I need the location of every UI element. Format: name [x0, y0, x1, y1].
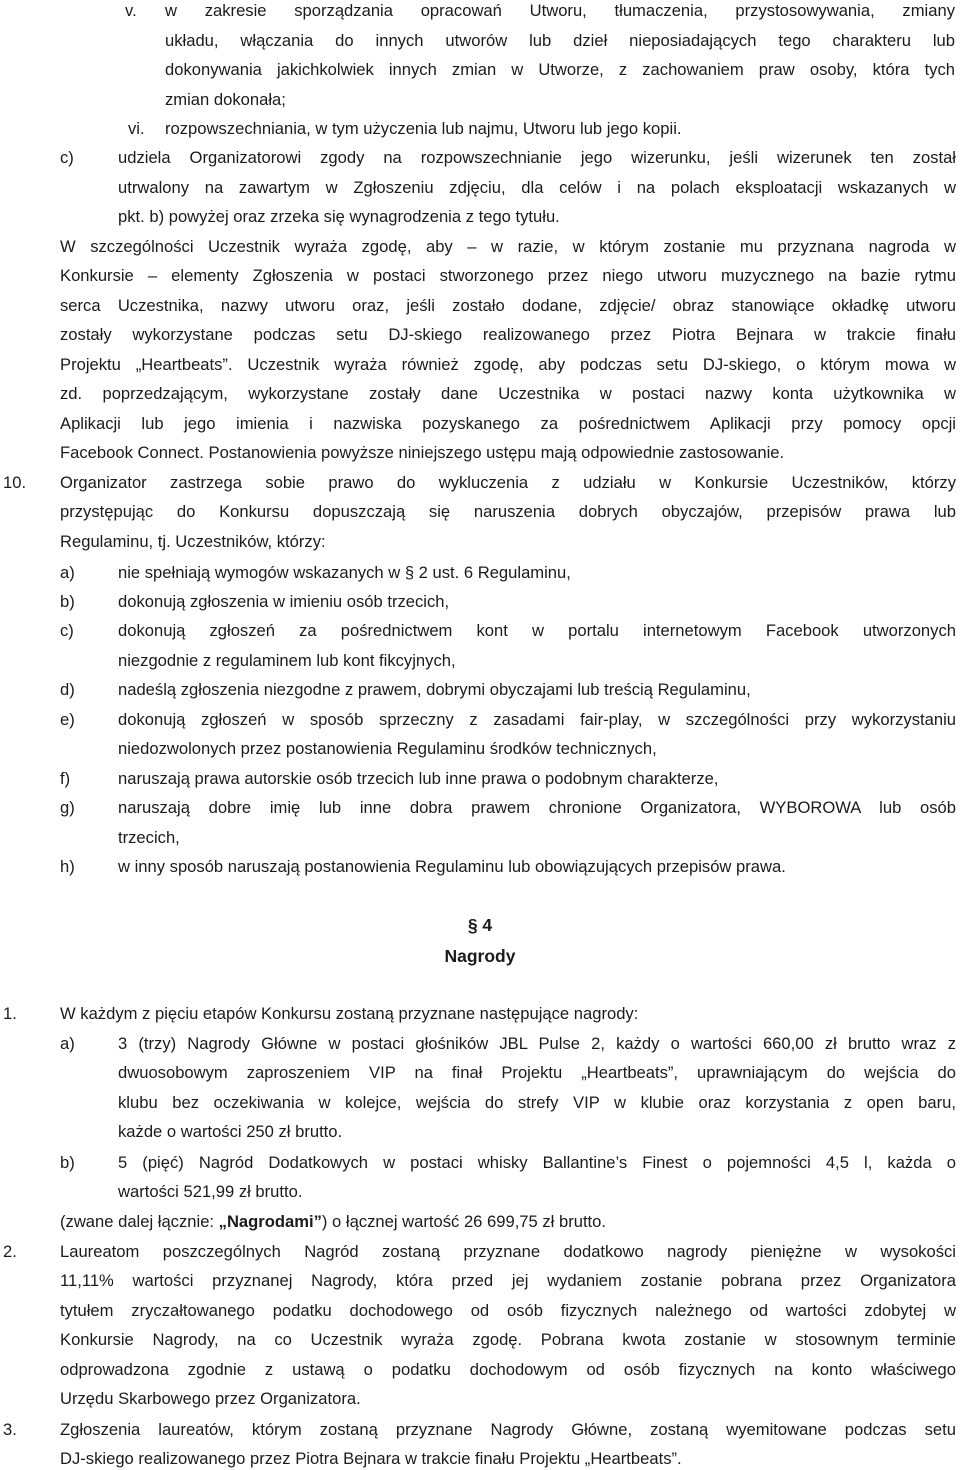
list-marker-c: c) — [60, 148, 74, 167]
prize-marker-b: b) — [60, 1153, 75, 1172]
list-marker-vi: vi. — [128, 119, 145, 138]
point-2-line-4: Konkursie Nagrody, na co Uczestnik wyraża zgodę. Pobrana kwota zostanie w stosownym terminie — [60, 1330, 956, 1349]
point-2-line-6: Urzędu Skarbowego przez Organizatora. — [60, 1389, 361, 1408]
point-2-line-1: Laureatom poszczególnych Nagród zostaną przyznane dodatkowo nagrody pieniężne w wysokości — [60, 1242, 956, 1261]
list-marker-g: g) — [60, 798, 75, 817]
exclusion-c-line-2: niezgodnie z regulaminem lub kont fikcyjnych, — [118, 651, 456, 670]
list-marker-d: d) — [60, 680, 75, 699]
paragraph-line-2: Konkursie – elementy Zgłoszenia w postaci stworzonego przez niego utworu muzycznego na bazie rytmu — [60, 266, 956, 285]
clause-v-line-4: zmian dokonała; — [165, 90, 286, 109]
exclusion-f: naruszają prawa autorskie osób trzecich lub inne prawa o podobnym charakterze, — [118, 769, 719, 788]
list-marker-h: h) — [60, 857, 75, 876]
point-3-line-2: DJ-skiego realizowanego przez Piotra Bejnara w trakcie finału Projektu „Heartbeats”. — [60, 1449, 682, 1468]
exclusion-e-line-2: niedozwolonych przez postanowienia Regulaminu środków technicznych, — [118, 739, 657, 758]
prize-b-line-2: wartości 521,99 zł brutto. — [118, 1182, 303, 1201]
list-marker-f: f) — [60, 769, 71, 788]
clause-c-line-3: pkt. b) powyżej oraz zrzeka się wynagrodzenia z tego tytułu. — [118, 207, 560, 226]
prizes-summary — [60, 1212, 606, 1232]
point-number-1: 1. — [3, 1004, 17, 1023]
paragraph-line-3: serca Uczestnika, nazwy utworu oraz, jeśli zostało dodane, zdjęcie/ obraz stanowiące okładkę utworu — [60, 296, 956, 315]
section-number: § 4 — [467, 915, 493, 935]
paragraph-line-6: zd. poprzedzającym, wykorzystane zostały dane Uczestnika w postaci nazwy konta użytkownika w — [60, 384, 956, 403]
exclusion-b: dokonują zgłoszenia w imieniu osób trzecich, — [118, 592, 450, 611]
point-3-line-1: Zgłoszenia laureatów, którym zostaną przyznane Nagrody Główne, zostaną wyemitowane podczas setu — [60, 1420, 956, 1439]
exclusion-a: nie spełniają wymogów wskazanych w § 2 ust. 6 Regulaminu, — [118, 563, 571, 582]
prize-marker-a: a) — [60, 1034, 75, 1053]
clause-v-line-1: w zakresie sporządzania opracowań Utworu, tłumaczenia, przystosowywania, zmiany — [165, 1, 955, 20]
summary-suffix: ) o łącznej wartość 26 699,75 zł brutto. — [321, 1212, 607, 1231]
exclusion-e-line-1: dokonują zgłoszeń w sposób sprzeczny z zasadami fair-play, w szczególności przy wykorzystaniu — [118, 710, 956, 729]
exclusion-g-line-2: trzecich, — [118, 828, 180, 847]
summary-prefix: (zwane dalej łącznie: — [60, 1212, 219, 1231]
paragraph-line-8: Facebook Connect. Postanowienia powyższe niniejszego ustępu mają odpowiednie zastosowanie. — [60, 443, 785, 462]
list-marker-v: v. — [125, 1, 137, 20]
list-marker-b: b) — [60, 592, 75, 611]
exclusion-d: nadeślą zgłoszenia niezgodne z prawem, dobrymi obyczajami lub treścią Regulaminu, — [118, 680, 751, 699]
point-number-2: 2. — [3, 1242, 17, 1261]
summary-term: „Nagrodami” — [218, 1212, 322, 1231]
point-10-line-1: Organizator zastrzega sobie prawo do wykluczenia z udziału w Konkursie Uczestników, którzy — [60, 473, 956, 492]
exclusion-c-line-1: dokonują zgłoszeń za pośrednictwem kont w portalu internetowym Facebook utworzonych — [118, 621, 956, 640]
point-2-line-3: tytułem zryczałtowanego podatku dochodowego od osób fizycznych należnego od wartości zdobytej w — [60, 1301, 956, 1320]
clause-c-line-2: utrwalony na zawartym w Zgłoszeniu zdjęciu, dla celów i na polach eksploatacji wskazanych w — [118, 178, 956, 197]
paragraph-line-7: Aplikacji lub jego imienia i nazwiska pozyskanego za pośrednictwem Aplikacji przy pomocy opcji — [60, 414, 956, 433]
clause-v-line-2: układu, włączania do innych utworów lub dzieł nieposiadających tego charakteru lub — [165, 31, 955, 50]
clause-c-line-1: udziela Organizatorowi zgody na rozpowszechnianie jego wizerunku, jeśli wizerunek ten został — [118, 148, 956, 167]
exclusion-g-line-1: naruszają dobre imię lub inne dobra prawem chronione Organizatora, WYBOROWA lub osób — [118, 798, 956, 817]
point-number-3: 3. — [3, 1420, 17, 1439]
point-10-line-2: przystępując do Konkursu dopuszczają się naruszenia dobrych obyczajów, przepisów prawa lub — [60, 502, 956, 521]
prize-a-line-3: klubu bez oczekiwania w kolejce, wejścia do strefy VIP w klubie oraz korzystania z open baru, — [118, 1093, 956, 1112]
list-marker-a: a) — [60, 563, 75, 582]
point-number-10: 10. — [3, 473, 27, 492]
exclusion-h: w inny sposób naruszają postanowienia Regulaminu lub obowiązujących przepisów prawa. — [118, 857, 786, 876]
paragraph-line-1: W szczególności Uczestnik wyraża zgodę, aby – w razie, w którym zostanie mu przyznana nagroda w — [60, 237, 956, 256]
clause-v-line-3: dokonywania jakichkolwiek innych zmian w Utworze, z zachowaniem praw osoby, która tych — [165, 60, 955, 79]
prize-a-line-2: dwuosobowym zaproszeniem VIP na finał Projektu „Heartbeats”, uprawniającym do wejścia do — [118, 1063, 956, 1082]
clause-vi: rozpowszechniania, w tym użyczenia lub najmu, Utworu lub jego kopii. — [165, 119, 682, 138]
point-10-line-3: Regulaminu, tj. Uczestników, którzy: — [60, 532, 326, 551]
prize-b-line-1: 5 (pięć) Nagród Dodatkowych w postaci whisky Ballantine’s Finest o pojemności 4,5 l, każda o — [118, 1153, 956, 1172]
point-2-line-2: 11,11% wartości przyznanej Nagrody, która przed jej wydaniem zostanie pobrana przez Organizatora — [60, 1271, 956, 1290]
paragraph-line-4: zostały wykorzystane podczas setu DJ-skiego realizowanego przez Piotra Bejnara w trakcie finału — [60, 325, 956, 344]
point-1-intro: W każdym z pięciu etapów Konkursu zostaną przyznane następujące nagrody: — [60, 1004, 639, 1023]
section-title: Nagrody — [444, 946, 516, 966]
point-2-line-5: odprowadzona zgodnie z ustawą o podatku dochodowym od osób fizycznych na konto właściwego — [60, 1360, 956, 1379]
paragraph-line-5: Projektu „Heartbeats”. Uczestnik wyraża również zgodę, aby podczas setu DJ-skiego, o którym mowa w — [60, 355, 956, 374]
list-marker-c2: c) — [60, 621, 74, 640]
prize-a-line-1: 3 (trzy) Nagrody Główne w postaci głośników JBL Pulse 2, każdy o wartości 660,00 zł brutto wraz z — [118, 1034, 956, 1053]
list-marker-e: e) — [60, 710, 75, 729]
prize-a-line-4: każde o wartości 250 zł brutto. — [118, 1122, 343, 1141]
